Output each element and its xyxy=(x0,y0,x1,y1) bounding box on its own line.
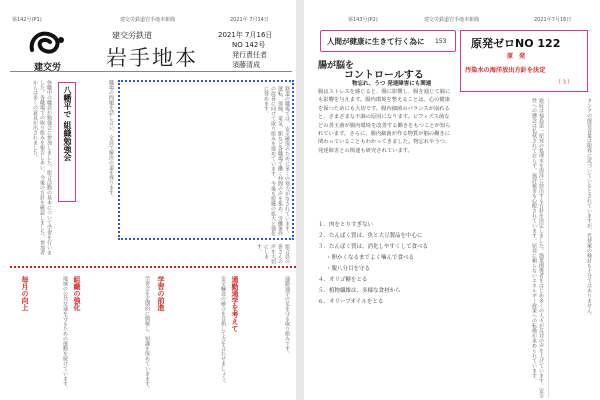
running-header-left xyxy=(12,16,284,23)
list-block xyxy=(318,220,454,400)
bottom-text-d: 通勤通学の足を守る取り組みです。 xyxy=(284,276,290,356)
body-text-column: 休職中の職員が勉強会に参加しました。組合活動の基本について学習を行いました。各職場での取り組みを報告しあい、今後の方針を確認しました。参加者からは多くの意見が出されました。 xyxy=(32,80,52,255)
article-box-dotted xyxy=(118,80,294,240)
list-item: ４．オリゴ糖をとる xyxy=(318,277,368,283)
issue-label: 第142号(P1) xyxy=(12,17,42,23)
article-heading: 腸が脳を xyxy=(318,61,355,71)
list-sub-item: ・卵かくなるまでよく噛んで食べる xyxy=(326,255,415,261)
masthead-responsible-name: 須藤清成 xyxy=(232,61,260,69)
middle-text-column: 職場の問題を話し合い、全員で解決の道を探ります。 xyxy=(108,80,114,200)
issue-label: 第143号(P2) xyxy=(348,17,378,23)
series-title-box xyxy=(320,30,456,52)
list-item: ６．オリーブオイルをとる xyxy=(318,299,384,305)
page-gutter xyxy=(296,0,304,400)
bottom-text-b: 学習会を定期的に開催し、知識を深めていきます。 xyxy=(144,276,150,391)
headline-vertical: 八幡平で 組織勉強会 xyxy=(63,86,72,161)
bottom-text-c: 安全輸送の確立を目指して力を合わせましょう。 xyxy=(220,276,226,386)
union-logo-icon xyxy=(26,30,70,64)
right-page xyxy=(304,0,600,400)
publisher-label: 建交労鉄道岩手地本新聞 xyxy=(120,17,176,23)
bottom-headline-1: 毎月の向上 xyxy=(21,276,29,311)
list-item: ５．植物繊維は、多様な食材から xyxy=(318,288,401,294)
union-name: 建交労鉄道 xyxy=(112,31,152,40)
masthead-responsible-label: 発行責任者 xyxy=(232,51,267,59)
bottom-headline-2: 組織の強化 xyxy=(73,276,81,311)
list-sub-item: ・腹八分目を守る xyxy=(326,266,371,272)
bottom-headline-3: 学習の前進 xyxy=(157,276,165,311)
date-label: 2021年7月16日 xyxy=(534,17,572,23)
list-item: １．肉をとりすぎない xyxy=(318,222,374,228)
list-item: ３．たんぱく質は、消化しやすくして食べる xyxy=(318,244,429,250)
masthead xyxy=(10,26,292,72)
side-box xyxy=(460,30,588,92)
running-header-right xyxy=(348,16,588,23)
column-rule xyxy=(548,98,549,398)
series-number: 153 xyxy=(435,38,447,45)
side-box-subtitle: 原 発 xyxy=(507,53,526,60)
article-subheading: コントロールする xyxy=(344,70,424,81)
series-title: 人間が健康に生きて行く為に xyxy=(327,37,425,46)
right-vertical-text-2: タンクの保管容量は限界に近づいているとされていますが、代替案の検討も十分ではありません。 xyxy=(586,98,592,318)
headline-box xyxy=(58,82,76,202)
side-box-caption-part: （３） xyxy=(555,79,574,86)
lower-text-column: 組合員の皆さんの声を大切にします。 xyxy=(256,244,290,264)
side-box-title: 原発ゼロNO 122 xyxy=(471,37,561,50)
bottom-section xyxy=(10,266,296,400)
list-item: ２．たんぱく質は、魚と大豆製品を中心に xyxy=(318,233,423,239)
union-short: 建交労 xyxy=(34,63,62,73)
masthead-date: 2021年 7月16日 xyxy=(218,31,273,39)
article-text: 鉄道の職場では、安全確保のために多くの努力がなされています。運転、保線、電気、駅など各職場で働く仲間の声を集め、労働条件の改善に向けて取り組みを進めています。今後も組織の拡大と強化に努めます。 xyxy=(263,86,290,236)
article-body: 腸はストレスを感じると、腸に影響し、腸を通じて脳にも影響を与えます。腸内環境を整えることは、心の健康を保つためにも大切です。腸内細菌のバランスが崩れると、さまざまな不調の原因になります。ビフィズス菌などの善玉菌が腸内環境を改善する働きをもつことが知られています。さらに、腸内細菌が作る物質が脳の働きに関わっていることもわかってきました。物忘れやうつ、発達障害との関連も研究されています。 xyxy=(318,89,451,154)
article-subheading-2: 物忘れ、うつ 発達障害にも関連 xyxy=(352,81,432,87)
masthead-issue: NO 142号 xyxy=(232,41,266,49)
bottom-headline-4: 通勤通学を考えて xyxy=(231,276,239,332)
right-vertical-text: 政府は福島第一原発の処理水を海洋に放出する方針を決定しました。漁業関係者をはじめ多くの人々が反対の声を上げています。安全性への懸念は払拭されておらず、風評被害も心配されています。原発に頼らないエネルギー政策への転換が求められています。 xyxy=(531,98,544,398)
side-box-caption: 汚染水の海洋放出方針を決定 xyxy=(465,67,546,74)
bottom-text-a: 地域の公共交通を守るための運動を続けています。 xyxy=(62,276,68,391)
date-label: 2021年 7月14日 xyxy=(230,17,269,23)
publisher-label: 建交労鉄道岩手地本新聞 xyxy=(424,17,480,23)
left-page xyxy=(0,0,296,400)
masthead-title: 岩手地本 xyxy=(106,46,198,70)
